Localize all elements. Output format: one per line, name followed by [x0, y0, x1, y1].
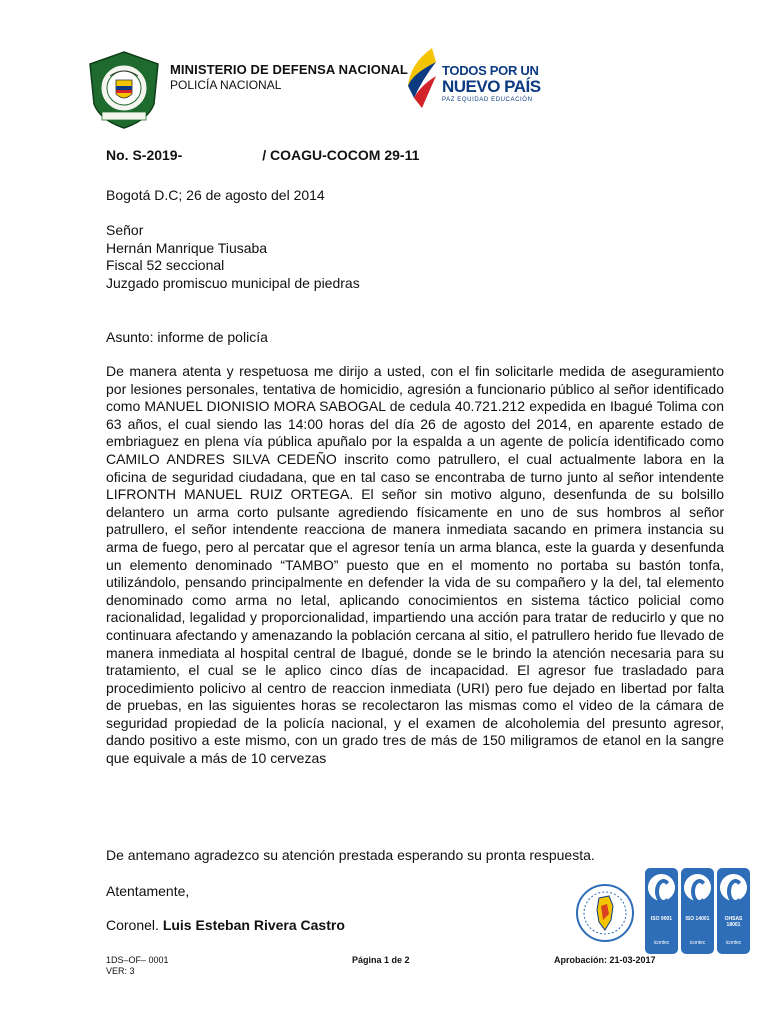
footer-code-block [106, 955, 169, 977]
ministry-name: MINISTERIO DE DEFENSA NACIONAL [170, 62, 408, 77]
brand-tagline: PAZ EQUIDAD EDUCACIÓN [442, 97, 533, 103]
ref-code: / COAGU-COCOM 29-11 [262, 147, 420, 163]
thanks-line: De antemano agradezco su atención prestada esperando su pronta respuesta. [106, 847, 595, 863]
cert-org: icontec [725, 940, 742, 946]
letter-body: De manera atenta y respetuosa me dirijo a usted, con el fin solicitarle medida de aseguramiento por lesiones personales, tentativa de homicidio, agresión a funcionario público al señor identificado como MANUEL DIONISIO MORA SABOGAL de cedula 40.721.212 expedida en Ibagué Tolima con 63 años, el cual siendo las 14:00 horas del día 26 de agosto del 2014, en aparente estado de embriaguez en plena vía pública apuñalo por la espalda a un agente de policía identificado como CAMILO ANDRES SILVA CEDEÑO inscrito como patrullero, el cual actualmente labora en la oficina de seguridad ciudadana, que en tal caso se encontraba de turno junto al señor intendente LIFRONTH MANUEL RUIZ ORTEGA. El señor sin motivo alguno, desenfunda de su bolsillo delantero un arma corto pulsante agrediendo físicamente en uno de sus hombros al señor patrullero, el señor intendente reacciona de manera inmediata sacando en primera instancia su arma de fuego, pero al percatar que el agresor tenía un arma blanca, este la guarda y desenfunda un elemento denominado “TAMBO” puesto que en el momento no portaba su bastón tonfa, utilizándolo, pensando principalmente en defender la vida de su compañero y la del, tal elemento denominado como arma no letal, aplicando conocimientos en sistema táctico policial como racionalidad, legalidad y proporcionalidad, impartiendo una acción para tratar de reducirlo y que no continuara afectando y amenazando la población cercana al sitio, el patrullero herido fue llevado de manera inmediata al hospital central de Ibagué, donde se le brindo la atención necesaria para su tratamiento, el cual se le aplico cinco días de incapacidad. El agresor fue trasladado para procedimiento policivo al centro de reaccion inmediata (URI) pero fue dejado en libertad por falta de pruebas, en las siguientes horas se recolectaron las mismas como el video de la cámara de seguridad propiedad de la policía nacional, y el examen de alcoholemia del presunto agresor, dando positivo a este mismo, con un grado tres de más de 150 miligramos de etanol en la sangre que equivale a más de 10 cervezas [106, 363, 724, 767]
approval-date: Aprobación: 21-03-2017 [554, 955, 656, 965]
closing-line: Atentamente, [106, 883, 190, 899]
signer-name: Luis Esteban Rivera Castro [162, 917, 345, 933]
brand-text [442, 64, 541, 103]
certifications-strip [575, 866, 750, 961]
letter-date: Bogotá D.C; 26 de agosto del 2014 [106, 187, 325, 203]
cert-org: icontec [689, 940, 706, 946]
signer-rank: Coronel. [106, 917, 163, 933]
cert-label: ISO 9001 [650, 916, 673, 922]
form-version: VER: 3 [106, 966, 135, 976]
form-code: 1DS–OF– 0001 [106, 955, 169, 965]
flag-swoosh-icon [402, 46, 442, 110]
recipient-line: Juzgado promiscuo municipal de piedras [106, 274, 360, 291]
cert-org: icontec [653, 940, 670, 946]
iso-14001-badge [681, 868, 714, 954]
ministry-block [170, 62, 408, 92]
ohsas-18001-badge [717, 868, 750, 954]
unit-name: POLICÍA NACIONAL [170, 78, 282, 92]
subject-line: Asunto: informe de policía [106, 329, 268, 345]
icontec-icon [648, 874, 675, 901]
icontec-icon [720, 874, 747, 901]
letterhead [88, 44, 548, 134]
police-shield-seal-icon [88, 50, 160, 130]
colombia-map-seal-icon [575, 876, 635, 950]
page-number: Página 1 de 2 [352, 955, 410, 965]
brand-line-2: NUEVO PAÍS [442, 77, 541, 96]
reference-number [106, 147, 726, 165]
ref-no: No. S-2019- [106, 147, 183, 163]
recipient-line: Fiscal 52 seccional [106, 257, 225, 273]
brand-line-1: TODOS POR UN [442, 63, 539, 78]
recipient-line: Hernán Manrique Tiusaba [106, 239, 268, 256]
icontec-icon [684, 874, 711, 901]
recipient-block [106, 222, 726, 292]
iso-9001-badge [645, 868, 678, 954]
recipient-line: Señor [106, 222, 144, 238]
government-brand-logo [402, 46, 552, 112]
cert-label: OHSAS 18001 [724, 916, 743, 928]
cert-label: ISO 14001 [685, 916, 710, 922]
